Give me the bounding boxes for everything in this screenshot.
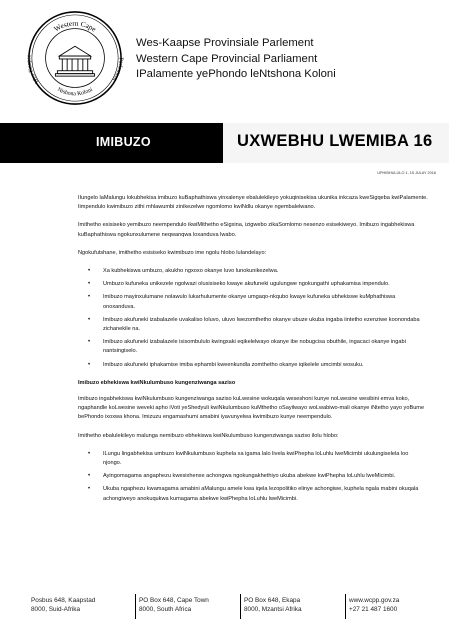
seal-text-bottom: Nishona Koloni: [56, 86, 94, 98]
section-heading: Imibuzo ebhekiswa kwiNkulumbuso kungenziwanga saziso: [78, 379, 236, 386]
list-item: [78, 338, 428, 356]
footer-address-xhosa: [244, 596, 302, 615]
footer-line: 8000, South Africa: [139, 606, 192, 614]
list-item-text: Imibuzo mayinxulumane nolawulo lukarhulumente okanye umgaqo-nkqubo kwaye kufuneka ubhekiswe kuMphathiswa onoxanduva.: [103, 294, 396, 310]
footer-line: PO Box 648, Cape Town: [139, 597, 209, 604]
footer-address-english: [139, 596, 209, 615]
footer-contact: [349, 596, 399, 615]
list-item-text: Umbuzo kufuneka unikezele ngolwazi olusisiseko kwaye akufuneki ugulungwe ngokungathi uphakamisa impendulo.: [103, 281, 390, 288]
list-item-text: Imibuzo akufuneki izabalazele uvakaliso loluvo, uluvo lwezomthetho okanye ubuze ukuba ingaba iintetho ezenziwe koonondaba zichanekile na.: [103, 316, 420, 333]
list-item: [78, 485, 428, 503]
list-item-text: Ukuba ngaphezu kwamagama amabini aMalungu amele kwa iqela lezopolitiko elinye achongiwe, kuphela ngala mabini okuqala achongiweyo anokuqukwa kumagama abekwe kwiPhepha loLuhlu lweMicimbi.: [103, 486, 419, 502]
document-title: UXWEBHU LWEMIBA 16: [237, 132, 433, 150]
footer-line: PO Box 648, Ekapa: [244, 597, 301, 604]
question-rules-list: [78, 267, 428, 370]
section-label-box: [0, 123, 223, 163]
parliament-seal: [26, 9, 124, 107]
footer-divider: [240, 594, 241, 619]
paragraph-premier-questions: Imibuzo ingabhekiswa kwiNkulumbuso kungenziwanga saziso kuLwesine wokuqala weseshoni kunye noLwesine wesibini emva koko, ngaphandle koLwesine weveki apho iVoti yeShedyuli kwiNkulumbuso kuMthetho oSayilwayo woLwabiwo-mali okanye iNtetho yayo yoBume bePhondo ixoxwa khona. Imizuzu engamashumi amabini iyavunyelwa kwimibuzo kunye neempendulo.: [78, 396, 425, 421]
footer-divider: [135, 594, 136, 619]
website-link[interactable]: www.wcpp.gov.za: [349, 597, 400, 604]
paragraph-rules: Imithetho esisiseko yemibuzo neempendulo ikwiMithetho eSigxina, izigwebo zikaSomlomo nesenzo esisekiweyo. Imibuzo ingabhekiswa kuBaphathiswa ngokunxulumene neqwanqwa loxanduva lwabo.: [78, 222, 415, 238]
footer-line: 8000, Suid-Afrika: [31, 606, 81, 614]
premier-rules-list: [78, 450, 428, 504]
list-item: [78, 293, 428, 311]
seal-text-left: Wes-Kaapse: [26, 54, 41, 85]
document-title-box: [223, 123, 449, 163]
bullet-icon: •: [88, 473, 91, 480]
list-item: [78, 316, 428, 334]
list-item: [78, 450, 428, 468]
list-item: [78, 280, 428, 289]
title-band: [0, 123, 449, 163]
list-item: [78, 267, 428, 276]
org-name-english: Western Cape Provincial Parliament: [136, 52, 318, 65]
list-item-text: Ayingomagama angaphezu kwesixhenxe achongwa ngokungakhethiyo ukuba abekwe kwiPhepha loLuhlu lweMicimbi.: [103, 473, 396, 480]
footer-line: 8000, Mzantsi Afrika: [244, 606, 302, 614]
bullet-icon: •: [88, 486, 91, 493]
bullet-icon: •: [88, 339, 91, 346]
bullet-icon: •: [88, 450, 91, 457]
org-name-afrikaans: Wes-Kaapse Provinsiale Parlement: [136, 37, 314, 49]
section-label: IMIBUZO: [96, 135, 151, 149]
bullet-icon: •: [88, 281, 91, 288]
list-item-text: Imibuzo akufuneki iphakamise imiba ephambi kweenkundla zomthetho okanye iqikelele umcimbi wosuku.: [103, 361, 364, 368]
paragraph-summary: Ngokufutshane, imithetho esisiseko kwimibuzo ime ngolu hlobo lulandelayo:: [78, 249, 267, 256]
bullet-icon: •: [88, 294, 91, 301]
phone-number: +27 21 487 1600: [349, 606, 398, 614]
list-item: [78, 361, 428, 370]
list-item-text: ILungu lingabhekisa umbuzo kwiNkulumbuso kuphela xa igama lalo livela kwiPhepha loLuhlu lweMicimbi ukulungiselela loo njongo.: [103, 450, 409, 467]
seal-text-top: Western Cape: [52, 18, 98, 34]
footer-line: Posbus 648, Kaapstad: [31, 597, 96, 604]
bullet-icon: •: [88, 361, 91, 368]
seal-text-right: Parlement: [110, 57, 124, 83]
footer-address-afrikaans: [31, 596, 95, 615]
bullet-icon: •: [88, 316, 91, 323]
org-name-xhosa: IPalamente yePhondo leNtshona Koloni: [136, 68, 336, 80]
bullet-icon: •: [88, 268, 91, 275]
footer-divider: [345, 594, 346, 619]
list-item-text: Imibuzo akufuneki izabalazele isisombululo kwingxaki eqikelelwayo okanye ibe nobugcisa obuthile, ingacaci okanye ingabi nantsingiselo.: [103, 339, 406, 355]
organisation-names: [136, 36, 336, 83]
paragraph-intro: IIungelo laMalungu lokubhekisa imibuzo kuBaphathiswa yinxalenye ebalulekileyo yokuqinisekisa ukunika inkcaza kweSigqeba kwiPalamente. Iimpendulo kwimibuzo zithi mhlawumbi zinikezelwe ngomlomo kwiNdlu okanye ngembalelwano.: [78, 195, 428, 211]
list-item-text: Xa kubhekiswa umbuzo, akukho ngxoxo okanye luvo lunokunikezelwa.: [103, 268, 279, 275]
document-body: [78, 194, 428, 513]
paragraph-premier-rules: Imithetho ebalulekileyo malunga nemibuzo ebhekiswa kwiNkulumbuso kungenziwanga saziso ilolu hlobo:: [78, 432, 339, 439]
date-line: UPHIBHULIJLO 1, 15 JULAY 2016: [377, 171, 436, 175]
list-item: [78, 472, 428, 481]
